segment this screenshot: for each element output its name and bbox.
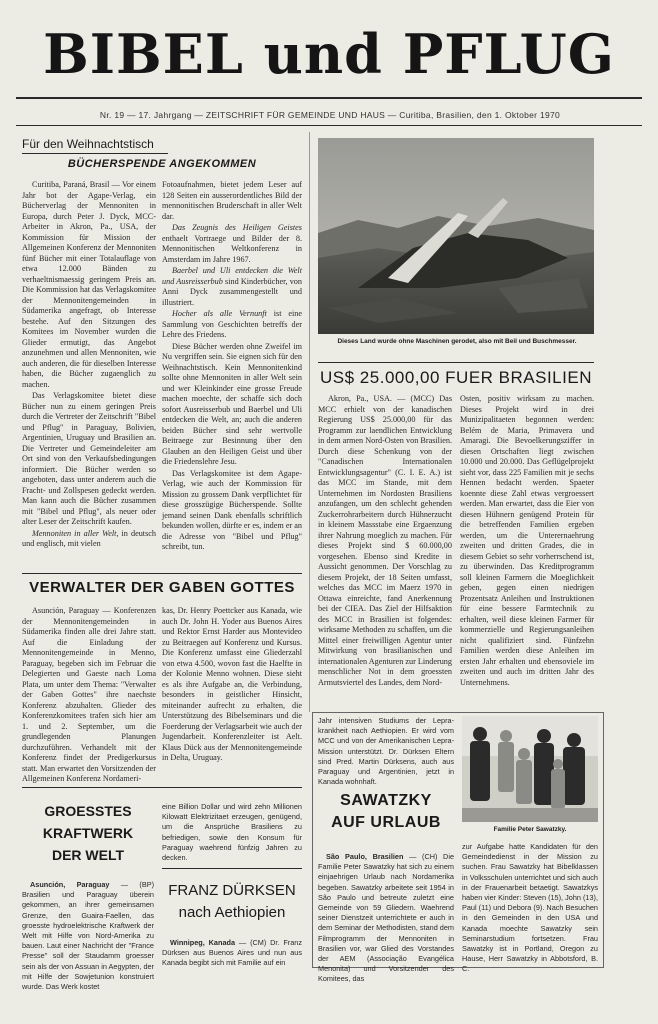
- headline-line: SAWATZKY: [340, 792, 432, 809]
- article-headline: BÜCHERSPENDE ANGEKOMMEN: [67, 158, 257, 170]
- kicker-underline: [22, 153, 168, 154]
- photo-caption: Dieses Land wurde ohne Maschinen gerodet, also mit Beil und Buschmesser.: [337, 338, 577, 345]
- article-column: [22, 880, 154, 992]
- photo-caption: Familie Peter Sawatzky.: [493, 826, 567, 833]
- masthead-rule-top: [16, 97, 642, 99]
- article-column: [162, 606, 302, 782]
- article-column: [22, 606, 156, 782]
- paragraph: kas, Dr. Henry Poettcker aus Kanada, wie auch Dr. John H. Yoder aus Buenos Aires und Rektor Ernst Harder aus Montevideo zu Beitraegen auf Konferenz und Kursus. Die Konferenz umfasst eine Gliederzahl von etwa 4.500, wovon fast die Haelfte in der Kolonie Menno wohnen. Diese sieht es als ihre Aufgabe an, die Verbindung, besonders in geistlicher Hinsicht, miteinander aufrecht zu erhalten, die Unterstützung des Bibelseminars und die Foerderung der Verlagsarbeit wie auch der Jugendarbeit. Konferenzleiter ist Aelt. Klaus Dück aus der Mennonitengemeinde in Delta, Uruguay.: [162, 606, 302, 762]
- paragraph: — (CM) Dr. Franz Dürksen aus Buenos Aires und nun aus Kanada begibt sich mit Familie auf ein: [162, 938, 302, 968]
- paragraph: Akron, Pa., USA. — (MCC) Das MCC erhielt von der kanadischen Regierung US$ 25.000,00 für das Programm zur laendlichen Entwicklung in dem armen Nord-Osten von Brasilien. Durch diese Schenkung von der "Canadischen Internationalen Entwicklungsagentur" (C. I. E. A.) ist das MCC im Stande, mit dem Unternehmen im Nordosten Brasiliens anzufangen, um den schlecht gehenden Zuckerrohrarbeitern durch Hühnerzucht in kleinem Massstabe eine Ergaenzung ihrer Nahrung moeglich zu machen. Für dieses Projekt sind $ 60.000,00 vorgesehen. Ebenso sind Kredite in Aussicht genommen. Der Vorschlag zu diesem Projekt, der 18 Seiten umfasst, welches das MCC im Maerz 1970 in Ottawa einreichte, fand Anerkennung bei der CIEA. Das Ziel der Hilfsaktion des MCC in Brasilien ist folgendes: wirksame Methoden zu schaffen, um die Mittel einer freiwilligen Agentur unter Mitwirkung von brasilianischen und internationalen Agenturen zur Linderung menschlicher Not in dem groessten Armutsviertel des Landes, dem Nord-: [318, 394, 452, 687]
- article-column: [162, 802, 302, 862]
- family-photo: [462, 716, 598, 822]
- book-title: Das Zeugnis des Heiligen Geistes: [172, 223, 302, 232]
- headline-line: AUF URLAUB: [331, 814, 441, 831]
- article-kicker: Für den Weihnachtstisch: [22, 137, 154, 151]
- issue-dateline: Nr. 19 — 17. Jahrgang — ZEITSCHRIFT FÜR GEMEINDE UND HAUS — Curitiba, Brasilien, den 1. Oktober 1970: [99, 110, 561, 120]
- paragraph: Jahr intensiven Studiums der Lepra-krankheit nach Aethiopien. Er wird vom MCC und von der Amerikanischen Lepra-Mission unterstützt. Dr. Dürksen Eltern sind Pred. Martin Dürksens, auch aus Paraguay und Argentinien, jetzt in Kanada wohnhaft.: [318, 716, 454, 787]
- article-column: [318, 394, 452, 712]
- article-headline: US$ 25.000,00 FUER BRASILIEN: [320, 368, 592, 387]
- article-headline: VERWALTER DER GABEN GOTTES: [29, 579, 295, 596]
- paragraph: — (CH) Die Familie Peter Sawatzky hat sich zu einem einjaehrigen Urlaub nach Nordamerika begeben. Sawatzky arbeitete seit 1954 in São Paulo und betreute zuletzt eine Gemeinde von 59 Gliedern. Waehrend seiner Dienstzeit unterrichtete er auch in dem Seminar der Methodisten, stand dem Filmprogramm der Mennoniten in Brasilien vor, war Glied des Vorstandes der AEM (Associação Evangélica Menonita) und Vorsitzender des Komitees, das: [318, 852, 455, 984]
- article-headline: [318, 790, 454, 834]
- article-dateline: Winnipeg, Kanada: [170, 938, 236, 947]
- land-clearing-photo: [318, 138, 594, 334]
- section-rule: [318, 362, 594, 363]
- headline-line: DER WELT: [51, 847, 125, 863]
- paragraph: enthaelt Vortraege und Bilder der 8. Mennonitischen Weltkonferenz in Amsterdam im Jahre 1967.: [162, 233, 302, 264]
- article-column: [460, 394, 594, 712]
- article-dateline: São Paulo, Brasilien: [326, 852, 404, 861]
- article-headline: [22, 800, 154, 866]
- article-column: [22, 180, 156, 573]
- paragraph: Osten, positiv wirksam zu machen. Dieses Projekt wird in drei Munizipalitaeten begonnen werden: Belém de Maria, Primavera und Amaragi. Die Bevoelkerungsziffer in diesen Ortschaften liegt zwischen 10.000 und 20.000. Das Geflügelprojekt sieht vor, dass 225 Familien mit je sechs Hennen bedacht werden. Spaeter koennte diese Zahl etwas vergroessert werden. Man erwartet, dass die Eier von diesen Hühnern genügend Protein für die betreffenden Familien ergeben werden, um die Unterernaehrung zweiten und dritten Grades, die in diesem Gebiet so sehr vorherrschend ist, zu überwinden. Das Kreditprogramm soll kleinen Farmern die Moeglichkeit geben, gegen einen niedrigen Prozentsatz Anleihen und Instruktionen für eine bessere Farmtechnik zu erhalten, weil diese kleinen Farmer für kommerzielle und Regierungsanleihen nicht qualifiziert sind. Fünfzehn Familien werden diese Anleihen im ersten Jahr erhalten und ebensoviele im zweiten und auch im dritten Jahr des Unternehmens.: [460, 394, 594, 687]
- paragraph: Fotoaufnahmen, bietet jedem Leser auf 128 Seiten ein ausserordentliches Bild der mennonitischen Bruderschaft in aller Welt dar.: [162, 180, 302, 221]
- section-rule: [162, 868, 302, 869]
- paragraph: Asunción, Paraguay — Konferenzen der Mennonitengemeinden in Südamerika finden alle drei Jahre statt. Auf die Einladung der Mennonitengemeinde in Menno, Paraguay, begeben sich im Februar die Delegierten und Gaeste nach Loma Plata, um unter dem Thema: "Verwalter der Gaben Gottes" ihre naechste Konferenz abzuhalten. Glieder des Konferenzkomitees trafen sich hier am 1. und 2. September, um die grundlegenden Planungen durchzuführen. Verhandelt mit der Konferenz findet der Predigerkursus statt. Man erwartet den Vorsitzenden der Allgemeinen Konferenz Nordameri-: [22, 606, 156, 783]
- paragraph-end: in deutsch und englisch, mit vielen: [22, 528, 156, 548]
- paragraph: zur Aufgabe hatte Kandidaten für den Gemeindedienst in der Mission zu suchen. Frau Sawatzky hat Bibelklassen in Volksschulen unterrichtet und sich auch in der Frauenarbeit betaetigt. Sawatzkys haben vier Kinder: Steven (15), John (13), Paul (11) und Debora (9). Nach Besuchen in den Gemeinden in den USA und Kanada moechte Sawatzky sein Seminarstudium fortsetzen. Frau Sawatzky ist in Portland, Oregon zu Hause, Herr Sawatzky in Abbotsford, B. C.: [462, 842, 598, 974]
- book-title: Mennoniten in aller Welt,: [32, 528, 119, 538]
- headline-line: nach Aethiopien: [178, 904, 286, 921]
- headline-line: GROESSTES KRAFTWERK: [42, 803, 134, 841]
- article-headline: [162, 880, 302, 924]
- paragraph: Das Verlagskomitee bietet diese Bücher nun zu einem geringen Preis durch die Vertreter der Zeitschrift "Bibel und Pflug" in Paraguay, Bolivien, Argentinien, Uruguay und Brasilien an. Die Vertreter und Gemeindeleiter am Ort sind von den Verkaufsbedingungen informiert. Die Bücher werden so angeboten, dass unter anderem auch die Fracht- und Zollspesen gedeckt werden. Man kann auch die Bücher zusammen mit "Bibel und Pflug", als neuer oder alter Leser der Zeitschrift kaufen.: [22, 391, 156, 526]
- section-rule: [22, 787, 302, 788]
- land-clearing-image: [318, 138, 594, 334]
- article-continuation: [318, 716, 454, 787]
- masthead-title: BIBEL und PFLUG: [43, 22, 615, 86]
- book-title: Baerbel und Uli entdecken die Welt und Ausreisserbub: [162, 266, 302, 286]
- paragraph: ist eine Sammlung von Geschichten betreffs der Lehre des Friedens.: [162, 309, 303, 339]
- section-rule: [22, 573, 302, 574]
- article-column: [162, 938, 302, 980]
- masthead-rule-bottom: [16, 125, 642, 126]
- family-image: [462, 716, 598, 822]
- paragraph: — (BP) Brasilien und Paraguay überein gekommen, an ihrer gemeinsamen Grenze, den Guaira-Faellen, das groesste hydroelektrische Kraftwerk der Welt mit Hilfe von Nord-Amerika zu bauen. Laut einer Nachricht der "France Presse" soll der Staudamm groesser sein als der von Assuan in Aegypten, der mit Hilfe der Sowjetunion konstruiert wurde. Das Werk kostet: [22, 880, 154, 992]
- paragraph: Diese Bücher werden ohne Zweifel im Nu vergriffen sein. Sie eignen sich für den Weihnachtstisch. Kein Mennonitenkind sollte ohne Mennoniten in aller Welt sein und wer Kleinkinder eine grosse Freude machen moechte, der schaffe sich doch sofort Ausreisserbub und Baerbel und Uli entdecken die Welt, an; auch die anderen beiden Bücher sind sehr wertvolle Beitraege zur Besinnung über den Glauben an den Heiligen Geist und über die Friedenslehre Jesu.: [162, 341, 302, 466]
- column-divider: [309, 132, 310, 712]
- paragraph: sind Kinderbücher, von Anni Dyck zusammengestellt und illustriert.: [162, 276, 302, 307]
- article-column: [462, 842, 598, 974]
- article-column: [162, 180, 302, 573]
- article-dateline: Asunción, Paraguay: [30, 880, 110, 889]
- book-title: Hocher als alle Vernunft: [172, 309, 267, 318]
- paragraph: Das Verlagskomitee ist dem Agape-Verlag, wie auch der Kommission für Mission zu grossem Dank verpflichtet für diese grosszügige Bücherspende. Sollte jemand seinen Dank ebenfalls schriftlich bekunden wollen, dürfte er es, indem er an die Adresse von "Bibel und Pflug" schreibt, tun.: [162, 468, 302, 551]
- paragraph: Curitiba, Paraná, Brasil — Vor einem Jahr bot der Agape-Verlag, ein Bücherverlag der Mennoniten in Europa, durch Peter J. Dyck, MCC-Arbeiter in Akron, Pa., USA, der Kommission für Mission der Allgemeinen Konferenz der Mennoniten fünf Bücher mit einer Totalauflage von etwa 12.000 Bänden zu verhaeltnismaessig geringem Preis an. Die Kommission hat das Verlagskomitee der Mennonitengemeinden in Südamerika angefragt, ob Interesse bestehe. Auf den Sitzungen des Komitees im November wurden die Glieder ermutigt, das Angebot anzunehmen und allen Mennoniten, wie auch anderen, die für dieselben Interesse haben, die Bücher zugaenglich zu machen.: [22, 180, 156, 389]
- headline-line: FRANZ DÜRKSEN: [168, 882, 296, 899]
- paragraph: eine Billion Dollar und wird zehn Millionen Kilowatt Elektrizitaet erzeugen, genügend, um die Ansprüche Brasiliens zu befriedigen, sowie den Konsum für Paraguay waehrend fünfzig Jahren zu decken.: [162, 802, 302, 863]
- article-column: [318, 852, 455, 984]
